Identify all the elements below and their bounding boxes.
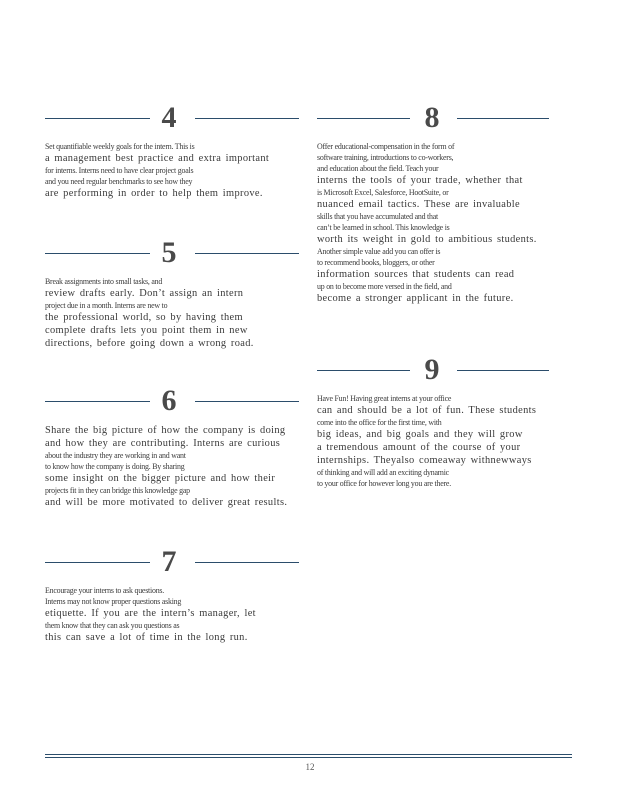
section-4 — [45, 101, 303, 200]
footer-rule — [45, 754, 572, 755]
text-line: is Microsoft Excel, Salesforce, HootSuite, or — [317, 187, 449, 197]
section-body — [317, 141, 551, 305]
text-line: directions, before going down a wrong road. — [45, 338, 254, 349]
text-line: and how they are contributing. Interns are curious — [45, 438, 281, 449]
section-number: 6 — [161, 384, 177, 417]
text-line: etiquette. If you are the intern’s manager, let — [45, 608, 256, 619]
section-number: 9 — [424, 353, 440, 386]
heading-rule-right — [195, 118, 299, 119]
text-line: Have Fun! Having great interns at your office — [317, 393, 452, 403]
heading-rule-right — [195, 562, 299, 563]
heading-rule-left — [45, 253, 150, 254]
text-line: can and should be a lot of fun. These students — [317, 405, 537, 416]
text-line: become a stronger applicant in the future. — [317, 293, 514, 304]
text-line: up on to become more versed in the field, and — [317, 281, 452, 291]
text-line: skills that you have accumulated and that — [317, 211, 438, 221]
text-line: Encourage your interns to ask questions. — [45, 585, 165, 595]
section-7 — [45, 545, 303, 644]
text-line: come into the office for the first time, with — [317, 417, 442, 427]
text-line: complete drafts lets you point them in new — [45, 325, 248, 336]
section-heading — [317, 101, 551, 135]
text-line: and you need regular benchmarks to see how they — [45, 176, 193, 186]
text-line: a tremendous amount of the course of your — [317, 442, 521, 453]
heading-rule-right — [457, 118, 549, 119]
text-line: some insight on the bigger picture and how their — [45, 473, 276, 484]
text-line: worth its weight in gold to ambitious students. — [317, 234, 537, 245]
heading-rule-left — [45, 562, 150, 563]
section-number: 5 — [161, 236, 177, 269]
text-line: a management best practice and extra important — [45, 153, 270, 164]
section-number: 7 — [161, 545, 177, 578]
text-line: software training, introductions to co-workers, — [317, 152, 454, 162]
text-line: to know how the company is doing. By sharing — [45, 461, 185, 471]
section-8 — [317, 101, 551, 305]
text-line: review drafts early. Don’t assign an intern — [45, 288, 244, 299]
section-heading — [45, 545, 303, 579]
text-line: Another simple value add you can offer is — [317, 246, 441, 256]
section-6 — [45, 384, 303, 509]
text-line: big ideas, and big goals and they will grow — [317, 429, 523, 440]
heading-rule-left — [45, 401, 150, 402]
section-heading — [317, 353, 551, 387]
text-line: projects fit in they can bridge this knowledge gap — [45, 485, 190, 495]
text-line: are performing in order to help them improve. — [45, 188, 263, 199]
heading-rule-right — [195, 401, 299, 402]
section-heading — [45, 236, 303, 270]
text-line: and education about the field. Teach your — [317, 163, 439, 173]
section-heading — [45, 384, 303, 418]
section-body — [45, 424, 303, 509]
footer-rule-thin — [45, 757, 572, 758]
section-9 — [317, 353, 551, 489]
section-5 — [45, 236, 303, 350]
section-number: 4 — [161, 101, 177, 134]
text-line: Set quantifiable weekly goals for the intern. This is — [45, 141, 195, 151]
text-line: Share the big picture of how the company is doing — [45, 425, 286, 436]
section-heading — [45, 101, 303, 135]
text-line: of thinking and will add an exciting dynamic — [317, 467, 449, 477]
heading-rule-left — [317, 118, 410, 119]
heading-rule-right — [457, 370, 549, 371]
page-number: 12 — [305, 762, 315, 772]
section-body — [317, 393, 551, 489]
text-line: information sources that students can read — [317, 269, 515, 280]
section-body — [45, 585, 303, 644]
text-line: Offer educational-compensation in the form of — [317, 141, 455, 151]
section-body — [45, 276, 303, 350]
heading-rule-left — [45, 118, 150, 119]
section-number: 8 — [424, 101, 440, 134]
text-line: to your office for however long you are there. — [317, 478, 451, 488]
section-body — [45, 141, 303, 200]
text-line: can’t be learned in school. This knowledge is — [317, 222, 450, 232]
text-line: about the industry they are working in and want — [45, 450, 186, 460]
text-line: Interns may not know proper questions asking — [45, 596, 182, 606]
text-line: internships. Theyalso comeaway withnewways — [317, 455, 532, 466]
text-line: nuanced email tactics. These are invaluable — [317, 199, 520, 210]
text-line: for interns. Interns need to have clear project goals — [45, 165, 194, 175]
text-line: to recommend books, bloggers, or other — [317, 257, 435, 267]
text-line: interns the tools of your trade, whether that — [317, 175, 523, 186]
heading-rule-left — [317, 370, 410, 371]
text-line: them know that they can ask you questions as — [45, 620, 180, 630]
text-line: this can save a lot of time in the long run. — [45, 632, 248, 643]
text-line: Break assignments into small tasks, and — [45, 276, 163, 286]
text-line: and will be more motivated to deliver great results. — [45, 497, 288, 508]
text-line: project due in a month. Interns are new to — [45, 300, 168, 310]
heading-rule-right — [195, 253, 299, 254]
text-line: the professional world, so by having them — [45, 312, 243, 323]
